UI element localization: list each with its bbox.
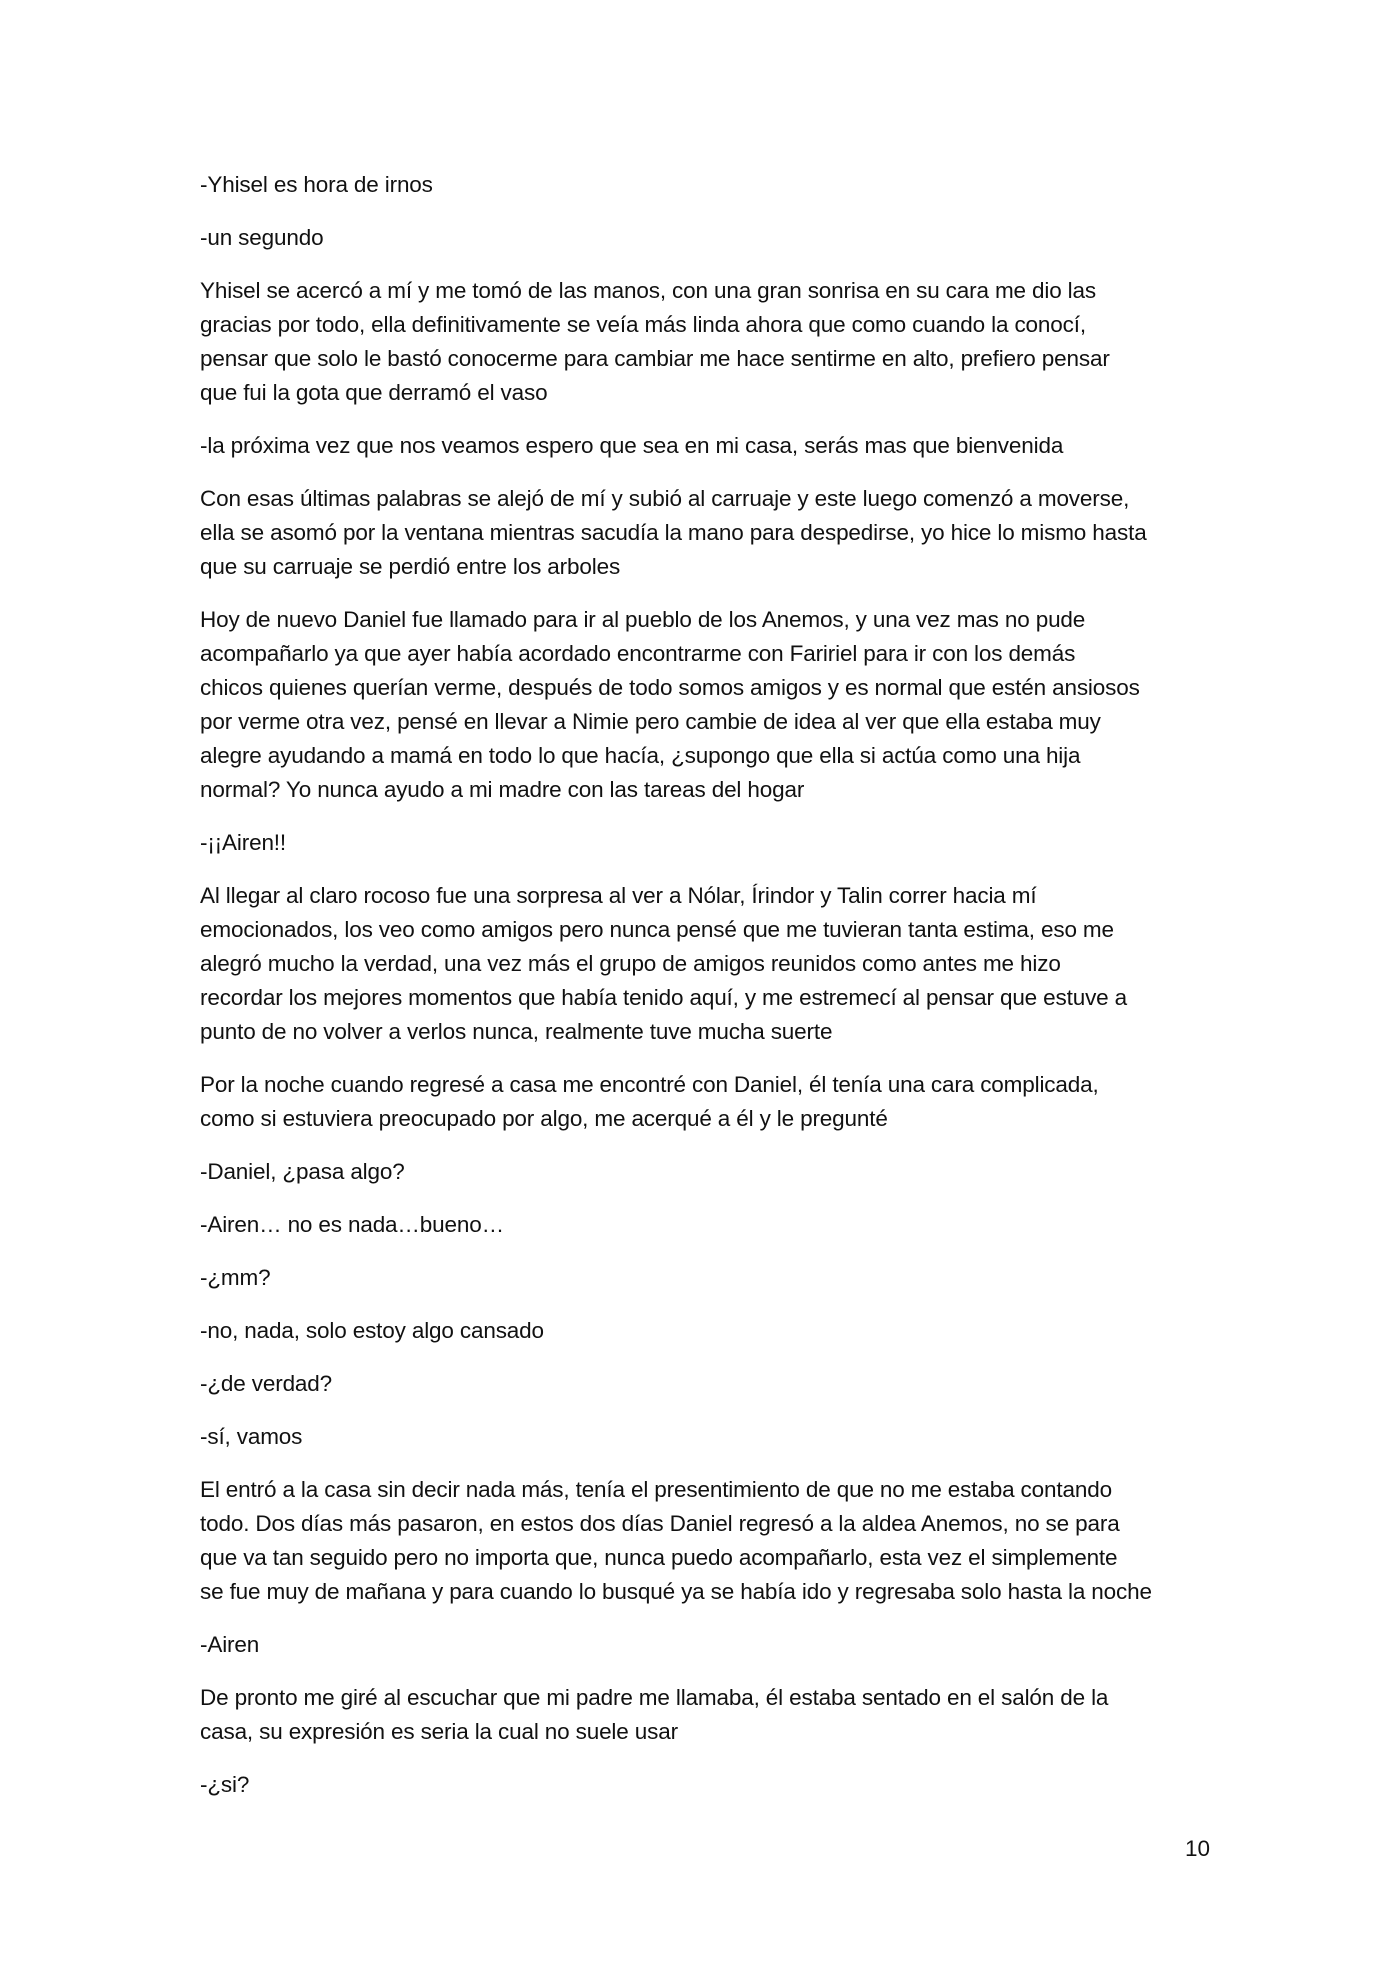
paragraph <box>200 482 1210 584</box>
paragraph <box>200 1473 1210 1609</box>
text-line: Con esas últimas palabras se alejó de mí y subió al carruaje y este luego comenzó a moverse, <box>200 486 1130 511</box>
text-line: -Daniel, ¿pasa algo? <box>200 1159 405 1184</box>
text-line: -la próxima vez que nos veamos espero que sea en mi casa, serás mas que bienvenida <box>200 433 1064 458</box>
text-line: -¡¡Airen!! <box>200 830 287 855</box>
text-line: Al llegar al claro rocoso fue una sorpresa al ver a Nólar, Írindor y Talin correr hacia mí <box>200 883 1037 908</box>
text-line: De pronto me giré al escuchar que mi padre me llamaba, él estaba sentado en el salón de la <box>200 1685 1109 1710</box>
paragraph <box>200 1155 1210 1189</box>
text-line: todo. Dos días más pasaron, en estos dos días Daniel regresó a la aldea Anemos, no se para <box>200 1511 1120 1536</box>
text-line: pensar que solo le bastó conocerme para cambiar me hace sentirme en alto, prefiero pensar <box>200 346 1110 371</box>
text-line: emocionados, los veo como amigos pero nunca pensé que me tuvieran tanta estima, eso me <box>200 917 1114 942</box>
text-line: que va tan seguido pero no importa que, nunca puedo acompañarlo, esta vez el simplemente <box>200 1545 1118 1570</box>
paragraph <box>200 1420 1210 1454</box>
paragraph <box>200 1314 1210 1348</box>
text-line: Por la noche cuando regresé a casa me encontré con Daniel, él tenía una cara complicada, <box>200 1072 1099 1097</box>
text-line: alegró mucho la verdad, una vez más el grupo de amigos reunidos como antes me hizo <box>200 951 1061 976</box>
paragraph <box>200 429 1210 463</box>
paragraph <box>200 1068 1210 1136</box>
text-line: alegre ayudando a mamá en todo lo que hacía, ¿supongo que ella si actúa como una hija <box>200 743 1081 768</box>
text-line: por verme otra vez, pensé en llevar a Nimie pero cambie de idea al ver que ella estaba muy <box>200 709 1101 734</box>
paragraph <box>200 826 1210 860</box>
paragraph <box>200 221 1210 255</box>
text-line: -¿si? <box>200 1772 250 1797</box>
text-line: El entró a la casa sin decir nada más, tenía el presentimiento de que no me estaba contando <box>200 1477 1112 1502</box>
text-line: punto de no volver a verlos nunca, realmente tuve mucha suerte <box>200 1019 833 1044</box>
paragraph <box>200 603 1210 807</box>
text-line: -no, nada, solo estoy algo cansado <box>200 1318 544 1343</box>
paragraph <box>200 879 1210 1049</box>
text-line: acompañarlo ya que ayer había acordado encontrarme con Faririel para ir con los demás <box>200 641 1076 666</box>
text-line: gracias por todo, ella definitivamente se veía más linda ahora que como cuando la conocí, <box>200 312 1086 337</box>
paragraph <box>200 1367 1210 1401</box>
text-line: casa, su expresión es seria la cual no suele usar <box>200 1719 678 1744</box>
page-number: 10 <box>1184 1836 1210 1861</box>
text-line: -¿mm? <box>200 1265 271 1290</box>
paragraph <box>200 1628 1210 1662</box>
text-line: recordar los mejores momentos que había tenido aquí, y me estremecí al pensar que estuve a <box>200 985 1128 1010</box>
text-line: Hoy de nuevo Daniel fue llamado para ir al pueblo de los Anemos, y una vez mas no pude <box>200 607 1086 632</box>
text-line: ella se asomó por la ventana mientras sacudía la mano para despedirse, yo hice lo mismo hasta <box>200 520 1147 545</box>
text-line: que su carruaje se perdió entre los arboles <box>200 554 621 579</box>
text-line: -sí, vamos <box>200 1424 303 1449</box>
text-line: que fui la gota que derramó el vaso <box>200 380 548 405</box>
paragraph <box>200 274 1210 410</box>
text-line: se fue muy de mañana y para cuando lo busqué ya se había ido y regresaba solo hasta la noche <box>200 1579 1152 1604</box>
text-line: como si estuviera preocupado por algo, me acerqué a él y le pregunté <box>200 1106 888 1131</box>
text-line: -Yhisel es hora de irnos <box>200 172 433 197</box>
text-line: -Airen <box>200 1632 260 1657</box>
text-line: -Airen… no es nada…bueno… <box>200 1212 504 1237</box>
paragraph <box>200 168 1210 202</box>
text-line: Yhisel se acercó a mí y me tomó de las manos, con una gran sonrisa en su cara me dio las <box>200 278 1096 303</box>
document-body <box>200 168 1210 1821</box>
text-line: chicos quienes querían verme, después de todo somos amigos y es normal que estén ansiosos <box>200 675 1140 700</box>
paragraph <box>200 1208 1210 1242</box>
paragraph <box>200 1681 1210 1749</box>
paragraph <box>200 1768 1210 1802</box>
text-line: -¿de verdad? <box>200 1371 333 1396</box>
text-line: -un segundo <box>200 225 324 250</box>
text-line: normal? Yo nunca ayudo a mi madre con las tareas del hogar <box>200 777 805 802</box>
paragraph <box>200 1261 1210 1295</box>
